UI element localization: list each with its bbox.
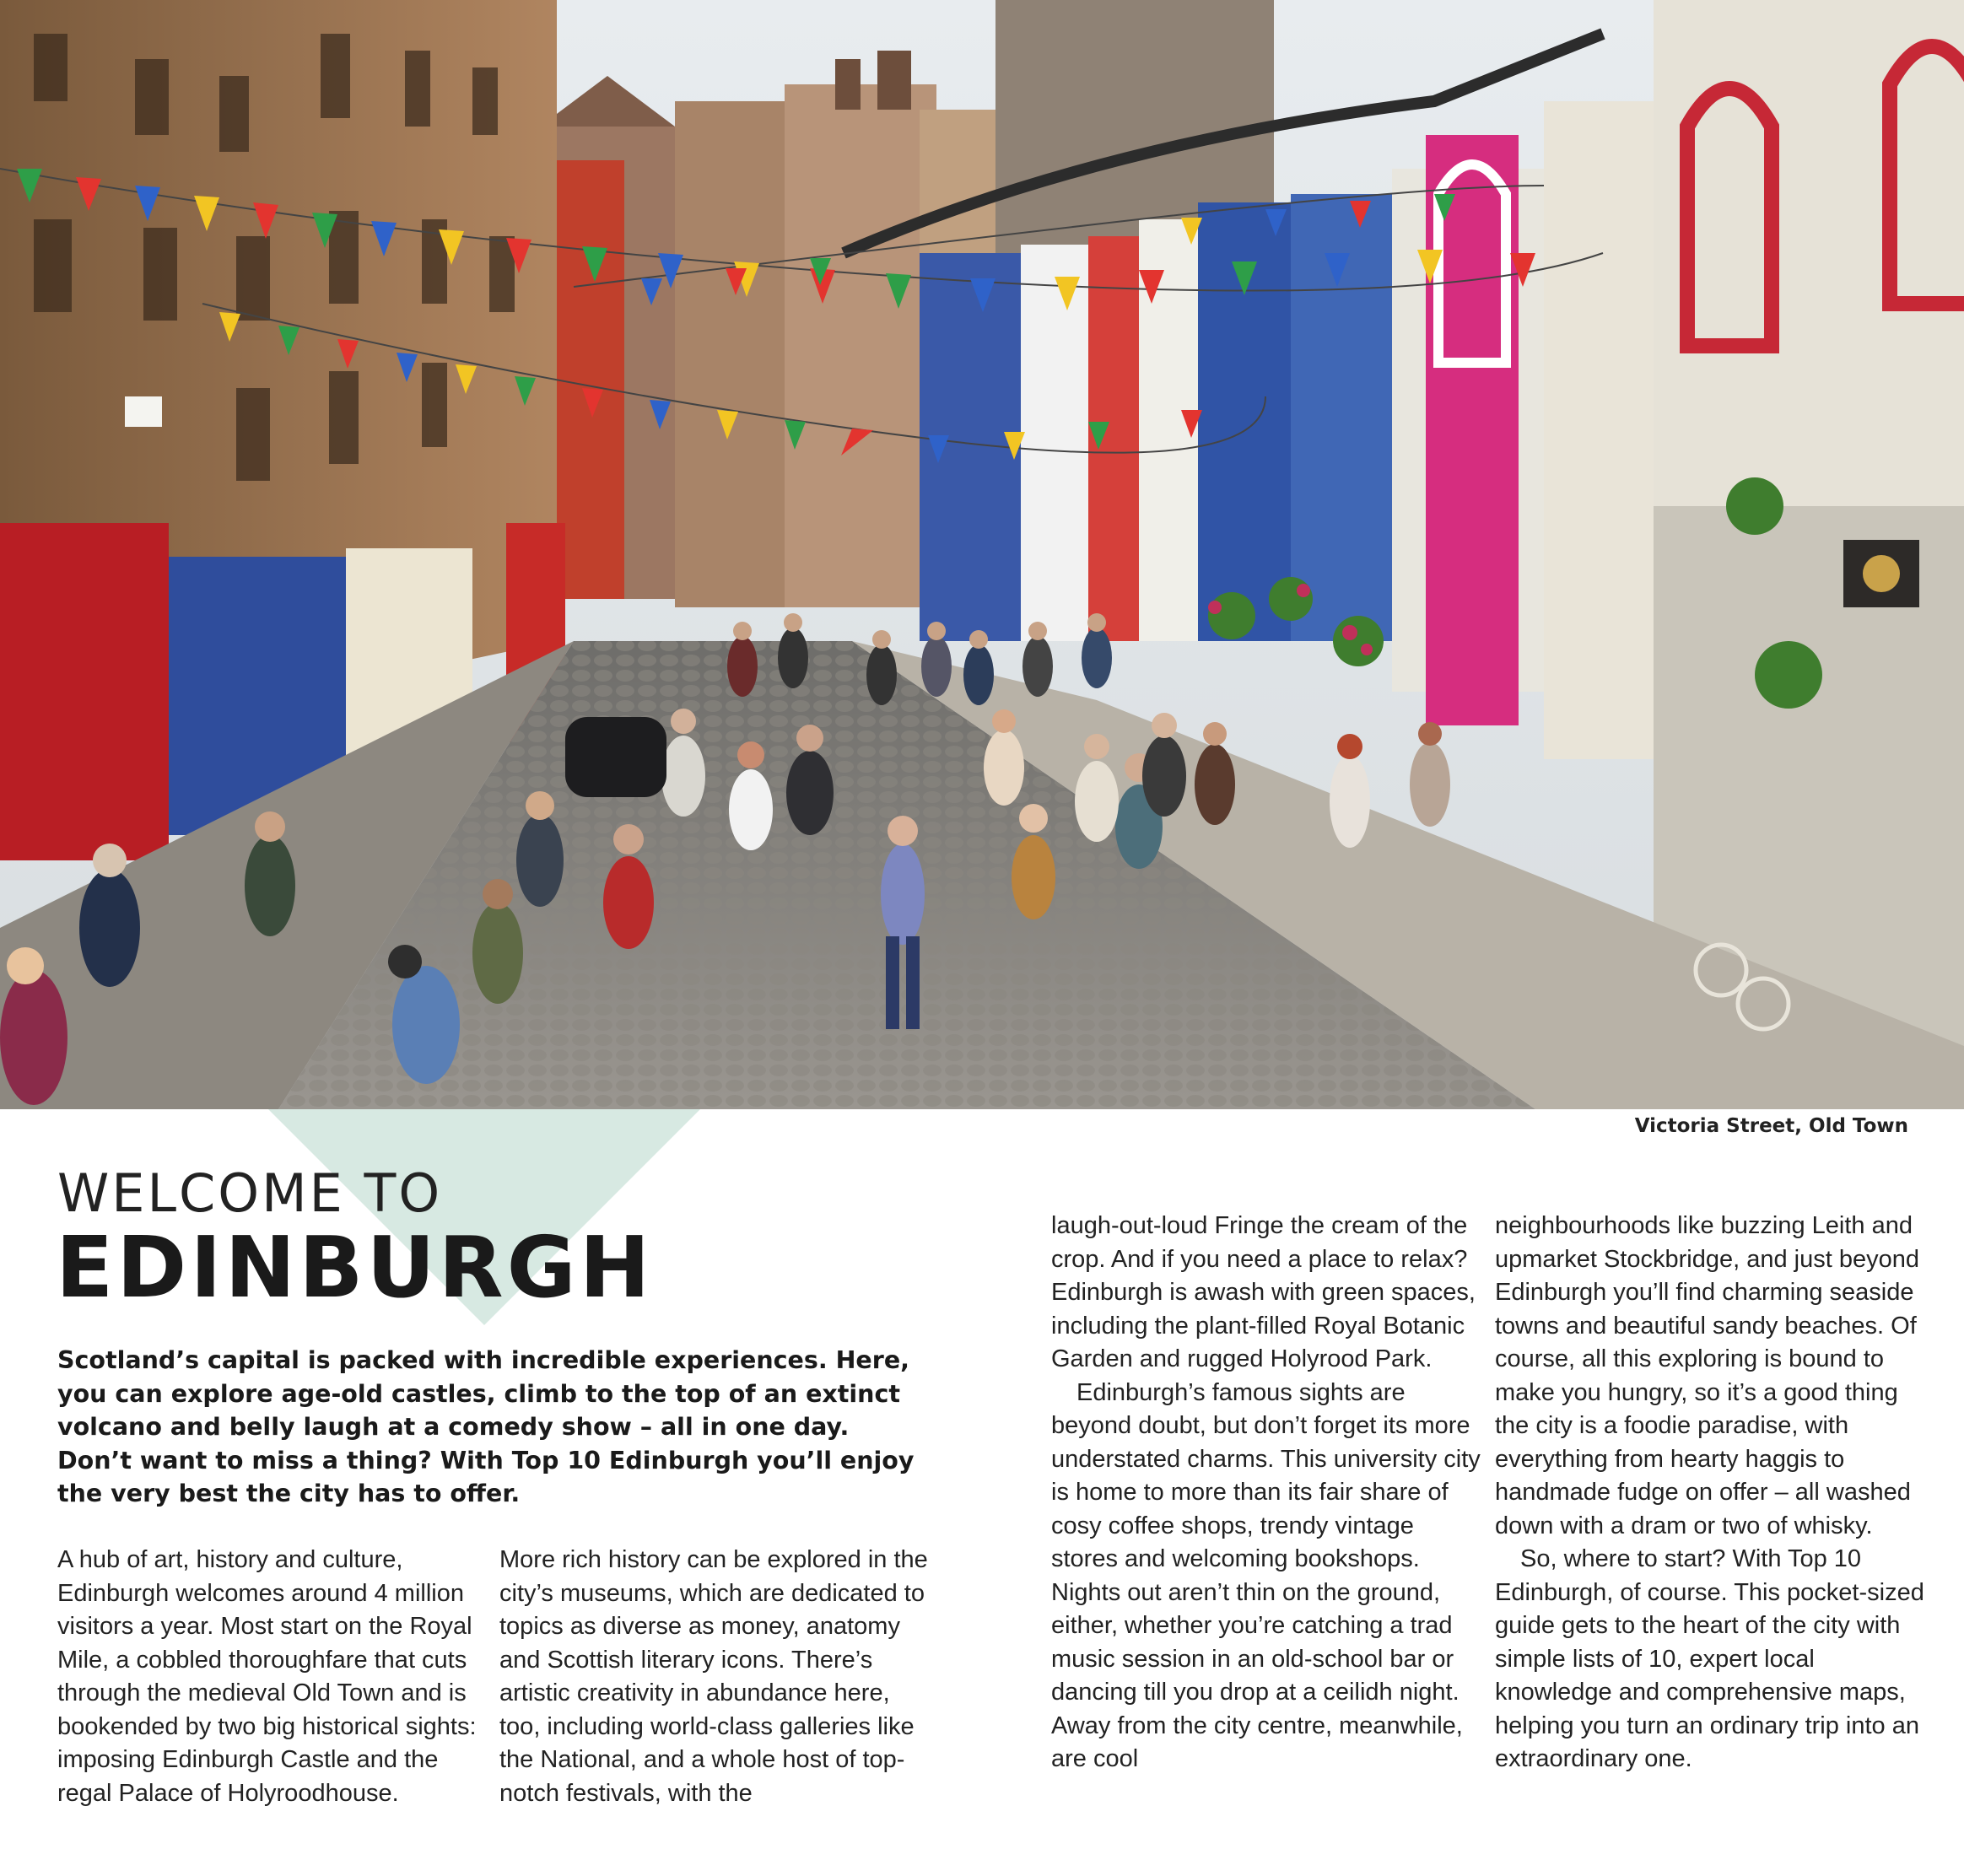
body-column-3 xyxy=(1051,1210,1481,1776)
page-title: EDINBURGH xyxy=(56,1218,654,1317)
photo-caption: Victoria Street, Old Town xyxy=(1634,1115,1908,1137)
body-paragraph: laugh-out-loud Fringe the cream of the crop. And if you need a place to relax? Edinburgh is awash with green spaces, including the plant-filled Royal Botanic Garden and rugged Holyrood Park. xyxy=(1051,1212,1476,1372)
body-paragraph: neighbourhoods like buzzing Leith and upmarket Stockbridge, and just beyond Edinburgh you’ll find charming seaside towns and beautiful sandy beaches. Of course, all this exploring is bound to make you hungry, so it’s a good thing the city is a foodie paradise, with everything from hearty haggis to handmade fudge on offer – all washed down with a dram or two of whisky. xyxy=(1495,1212,1919,1539)
body-paragraph: More rich history can be explored in the city’s museums, which are dedicated to topics as diverse as money, anatomy and Scottish literary icons. There’s artistic creativity in abundance here, too, including world-class galleries like the National, and a whole host of top-notch festivals, with the xyxy=(499,1546,928,1807)
body-paragraph: So, where to start? With Top 10 Edinburgh, of course. This pocket-sized guide gets to the heart of the city with simple lists of 10, expert local knowledge and comprehensive maps, helping you turn an ordinary trip into an extraordinary one. xyxy=(1495,1545,1924,1772)
kicker-heading: WELCOME TO xyxy=(57,1162,443,1224)
body-column-1 xyxy=(57,1544,488,1810)
body-paragraph: A hub of art, history and culture, Edinburgh welcomes around 4 million visitors a year. Most start on the Royal Mile, a cobbled thoroughfare that cuts through the medieval Old Town and is bookended by two big historical sights: imposing Edinburgh Castle and the regal Palace of Holyroodhouse. xyxy=(57,1546,477,1807)
intro-paragraph: Scotland’s capital is packed with incredible experiences. Here, you can explore age-old castles, climb to the top of an extinct volcano and belly laugh at a comedy show – all in one day. Don’t want to miss a thing? With Top 10 Edinburgh you’ll enjoy the very best the city has to offer. xyxy=(57,1346,915,1507)
body-column-4 xyxy=(1495,1210,1925,1776)
body-column-2 xyxy=(499,1544,930,1810)
body-paragraph: Edinburgh’s famous sights are beyond doubt, but don’t forget its more understated charms. This university city is home to more than its fair share of cosy coffee shops, trendy vintage stores and welcoming bookshops. Nights out aren’t thin on the ground, either, whether you’re catching a trad music session in an old-school bar or dancing till you drop at a ceilidh night. Away from the city centre, meanwhile, are cool xyxy=(1051,1378,1481,1772)
